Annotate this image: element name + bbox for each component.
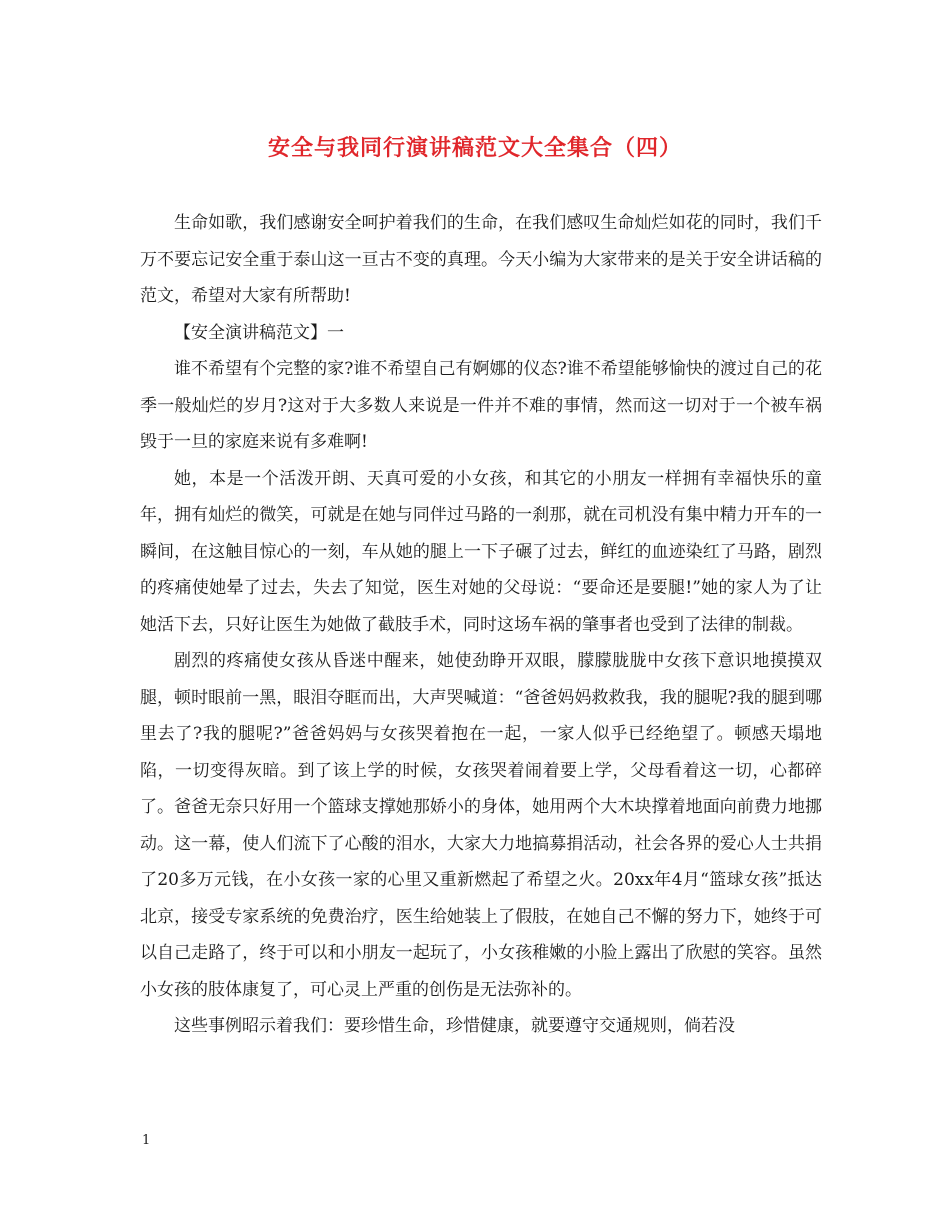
paragraph: 剧烈的疼痛使女孩从昏迷中醒来，她使劲睁开双眼，朦朦胧胧中女孩下意识地摸摸双腿，顿时眼前一黑，眼泪夺眶而出，大声哭喊道：“爸爸妈妈救救我，我的腿呢?我的腿到哪里去了?我的腿呢?”爸爸妈妈与女孩哭着抱在一起，一家人似乎已经绝望了。顿感天塌地陷，一切变得灰暗。到了该上学的时候，女孩哭着闹着要上学，父母看着这一切，心都碎了。爸爸无奈只好用一个篮球支撑她那娇小的身体，她用两个大木块撑着地面向前费力地挪动。这一幕，使人们流下了心酸的泪水，大家大力地搞募捐活动，社会各界的爱心人士共捐了20多万元钱，在小女孩一家的心里又重新燃起了希望之火。20xx年4月“篮球女孩”抵达北京，接受专家系统的免费治疗，医生给她装上了假肢，在她自己不懈的努力下，她终于可以自己走路了，终于可以和小朋友一起玩了，小女孩稚嫩的小脸上露出了欣慰的笑容。虽然小女孩的肢体康复了，可心灵上严重的创伤是无法弥补的。 — [140, 651, 822, 1000]
section-heading: 【安全演讲稿范文】一 — [174, 322, 344, 343]
page-number: 1 — [142, 1133, 151, 1148]
paragraph-intro: 生命如歌，我们感谢安全呵护着我们的生命，在我们感叹生命灿烂如花的同时，我们千万不要忘记安全重于泰山这一亘古不变的真理。今天小编为大家带来的是关于安全讲话稿的范文，希望对大家有所帮助! — [140, 213, 822, 306]
page-title: 安全与我同行演讲稿范文大全集合（四） — [267, 135, 682, 161]
paragraph: 谁不希望有个完整的家?谁不希望自己有婀娜的仪态?谁不希望能够愉快的渡过自己的花季一般灿烂的岁月?这对于大多数人来说是一件并不难的事情，然而这一切对于一个被车祸毁于一旦的家庭来说有多难啊! — [140, 359, 822, 452]
paragraph: 她，本是一个活泼开朗、天真可爱的小女孩，和其它的小朋友一样拥有幸福快乐的童年，拥有灿烂的微笑，可就是在她与同伴过马路的一刹那，就在司机没有集中精力开车的一瞬间，在这触目惊心的一刻，车从她的腿上一下子碾了过去，鲜红的血迹染红了马路，剧烈的疼痛使她晕了过去，失去了知觉，医生对她的父母说：“要命还是要腿!”她的家人为了让她活下去，只好让医生为她做了截肢手术，同时这场车祸的肇事者也受到了法律的制裁。 — [140, 468, 822, 635]
document-body — [140, 205, 822, 1045]
paragraph: 这些事例昭示着我们：要珍惜生命，珍惜健康，就要遵守交通规则，倘若没 — [174, 1016, 735, 1036]
